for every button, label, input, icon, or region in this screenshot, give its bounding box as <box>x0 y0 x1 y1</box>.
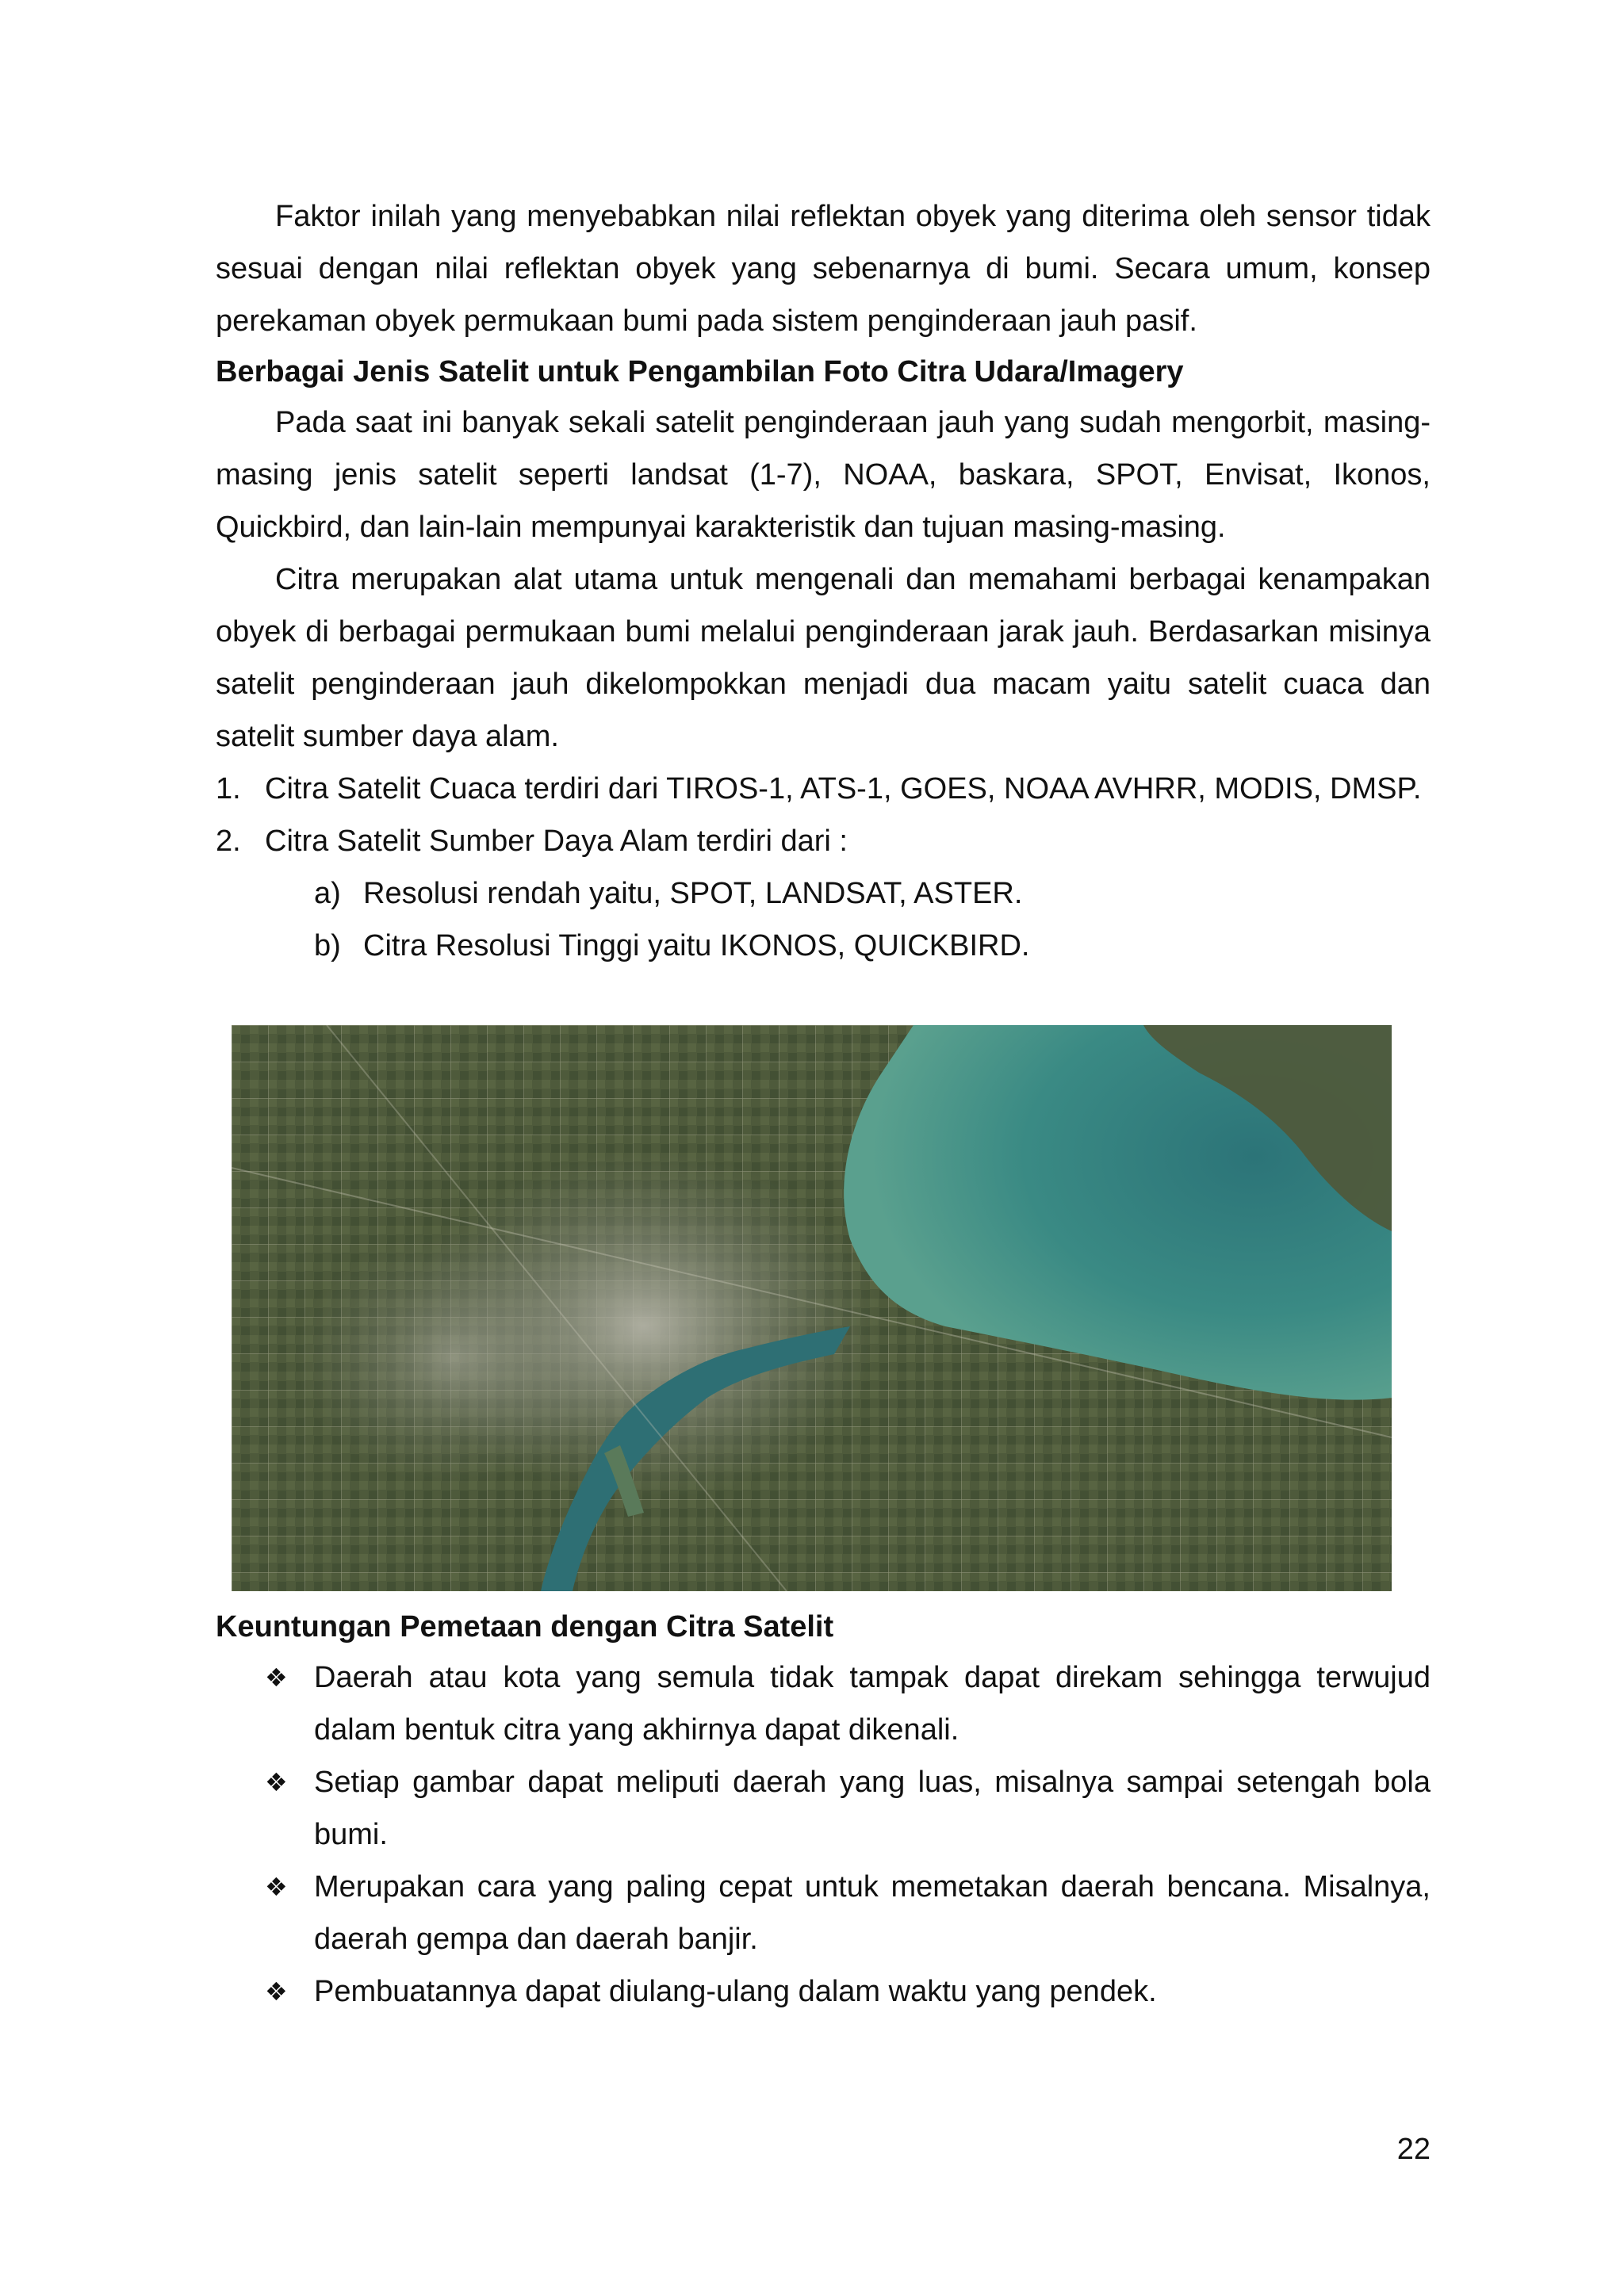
bullet-text: Merupakan cara yang paling cepat untuk memetakan daerah bencana. Misalnya, daerah gempa dan daerah banjir. <box>314 1870 1431 1956</box>
diamond-bullet-icon: ❖ <box>265 1872 288 1902</box>
page-body <box>216 190 1431 972</box>
section-heading-satellites: Berbagai Jenis Satelit untuk Pengambilan Foto Citra Udara/Imagery <box>216 355 1184 388</box>
advantages-list <box>216 1651 1431 2018</box>
bullet-item <box>265 1965 1431 2018</box>
bullet-item <box>265 1861 1431 1965</box>
satellite-image-graphic <box>232 1025 1392 1591</box>
section-heading-advantages: Keuntungan Pemetaan dengan Citra Satelit <box>216 1610 834 1644</box>
diamond-bullet-icon: ❖ <box>265 1976 288 2007</box>
sub-list-marker: b) <box>314 929 341 962</box>
sub-list-item <box>314 867 1431 920</box>
paragraph-citra: Citra merupakan alat utama untuk mengenali dan memahami berbagai kenampakan obyek di berbagai permukaan bumi melalui penginderaan jarak jauh. Berdasarkan misinya satelit penginderaan jauh dikelompokkan menjadi dua macam yaitu satelit cuaca dan satelit sumber daya alam. <box>216 563 1431 753</box>
bullet-text: Daerah atau kota yang semula tidak tampak dapat direkam sehingga terwujud dalam bentuk citra yang akhirnya dapat dikenali. <box>314 1661 1431 1747</box>
list-item <box>216 763 1431 815</box>
list-marker: 2. <box>216 825 241 858</box>
bullet-item <box>265 1756 1431 1861</box>
bullet-item <box>265 1651 1431 1756</box>
sub-list-marker: a) <box>314 877 341 910</box>
intro-paragraph: Faktor inilah yang menyebabkan nilai reflektan obyek yang diterima oleh sensor tidak sesuai dengan nilai reflektan obyek yang sebenarnya di bumi. Secara umum, konsep perekaman obyek permukaan bumi pada sistem penginderaan jauh pasif. <box>216 200 1431 338</box>
paragraph-satellites: Pada saat ini banyak sekali satelit penginderaan jauh yang sudah mengorbit, masing-masing jenis satelit seperti landsat (1-7), NOAA, baskara, SPOT, Envisat, Ikonos, Quickbird, dan lain-lain mempunyai karakteristik dan tujuan masing-masing. <box>216 406 1431 544</box>
sub-list-item-text: Resolusi rendah yaitu, SPOT, LANDSAT, ASTER. <box>363 877 1023 910</box>
list-item-text: Citra Satelit Cuaca terdiri dari TIROS-1, ATS-1, GOES, NOAA AVHRR, MODIS, DMSP. <box>265 772 1422 806</box>
satellite-image <box>232 1025 1392 1591</box>
list-marker: 1. <box>216 772 241 806</box>
diamond-bullet-icon: ❖ <box>265 1767 288 1797</box>
list-item <box>216 815 1431 867</box>
bullet-text: Setiap gambar dapat meliputi daerah yang luas, misalnya sampai setengah bola bumi. <box>314 1766 1431 1851</box>
page-number: 22 <box>1396 2133 1431 2166</box>
sub-list-item <box>314 920 1431 972</box>
sub-list-item-text: Citra Resolusi Tinggi yaitu IKONOS, QUICKBIRD. <box>363 929 1030 962</box>
list-item-text: Citra Satelit Sumber Daya Alam terdiri dari : <box>265 825 848 858</box>
diamond-bullet-icon: ❖ <box>265 1663 288 1693</box>
bullet-text: Pembuatannya dapat diulang-ulang dalam waktu yang pendek. <box>314 1975 1157 2008</box>
